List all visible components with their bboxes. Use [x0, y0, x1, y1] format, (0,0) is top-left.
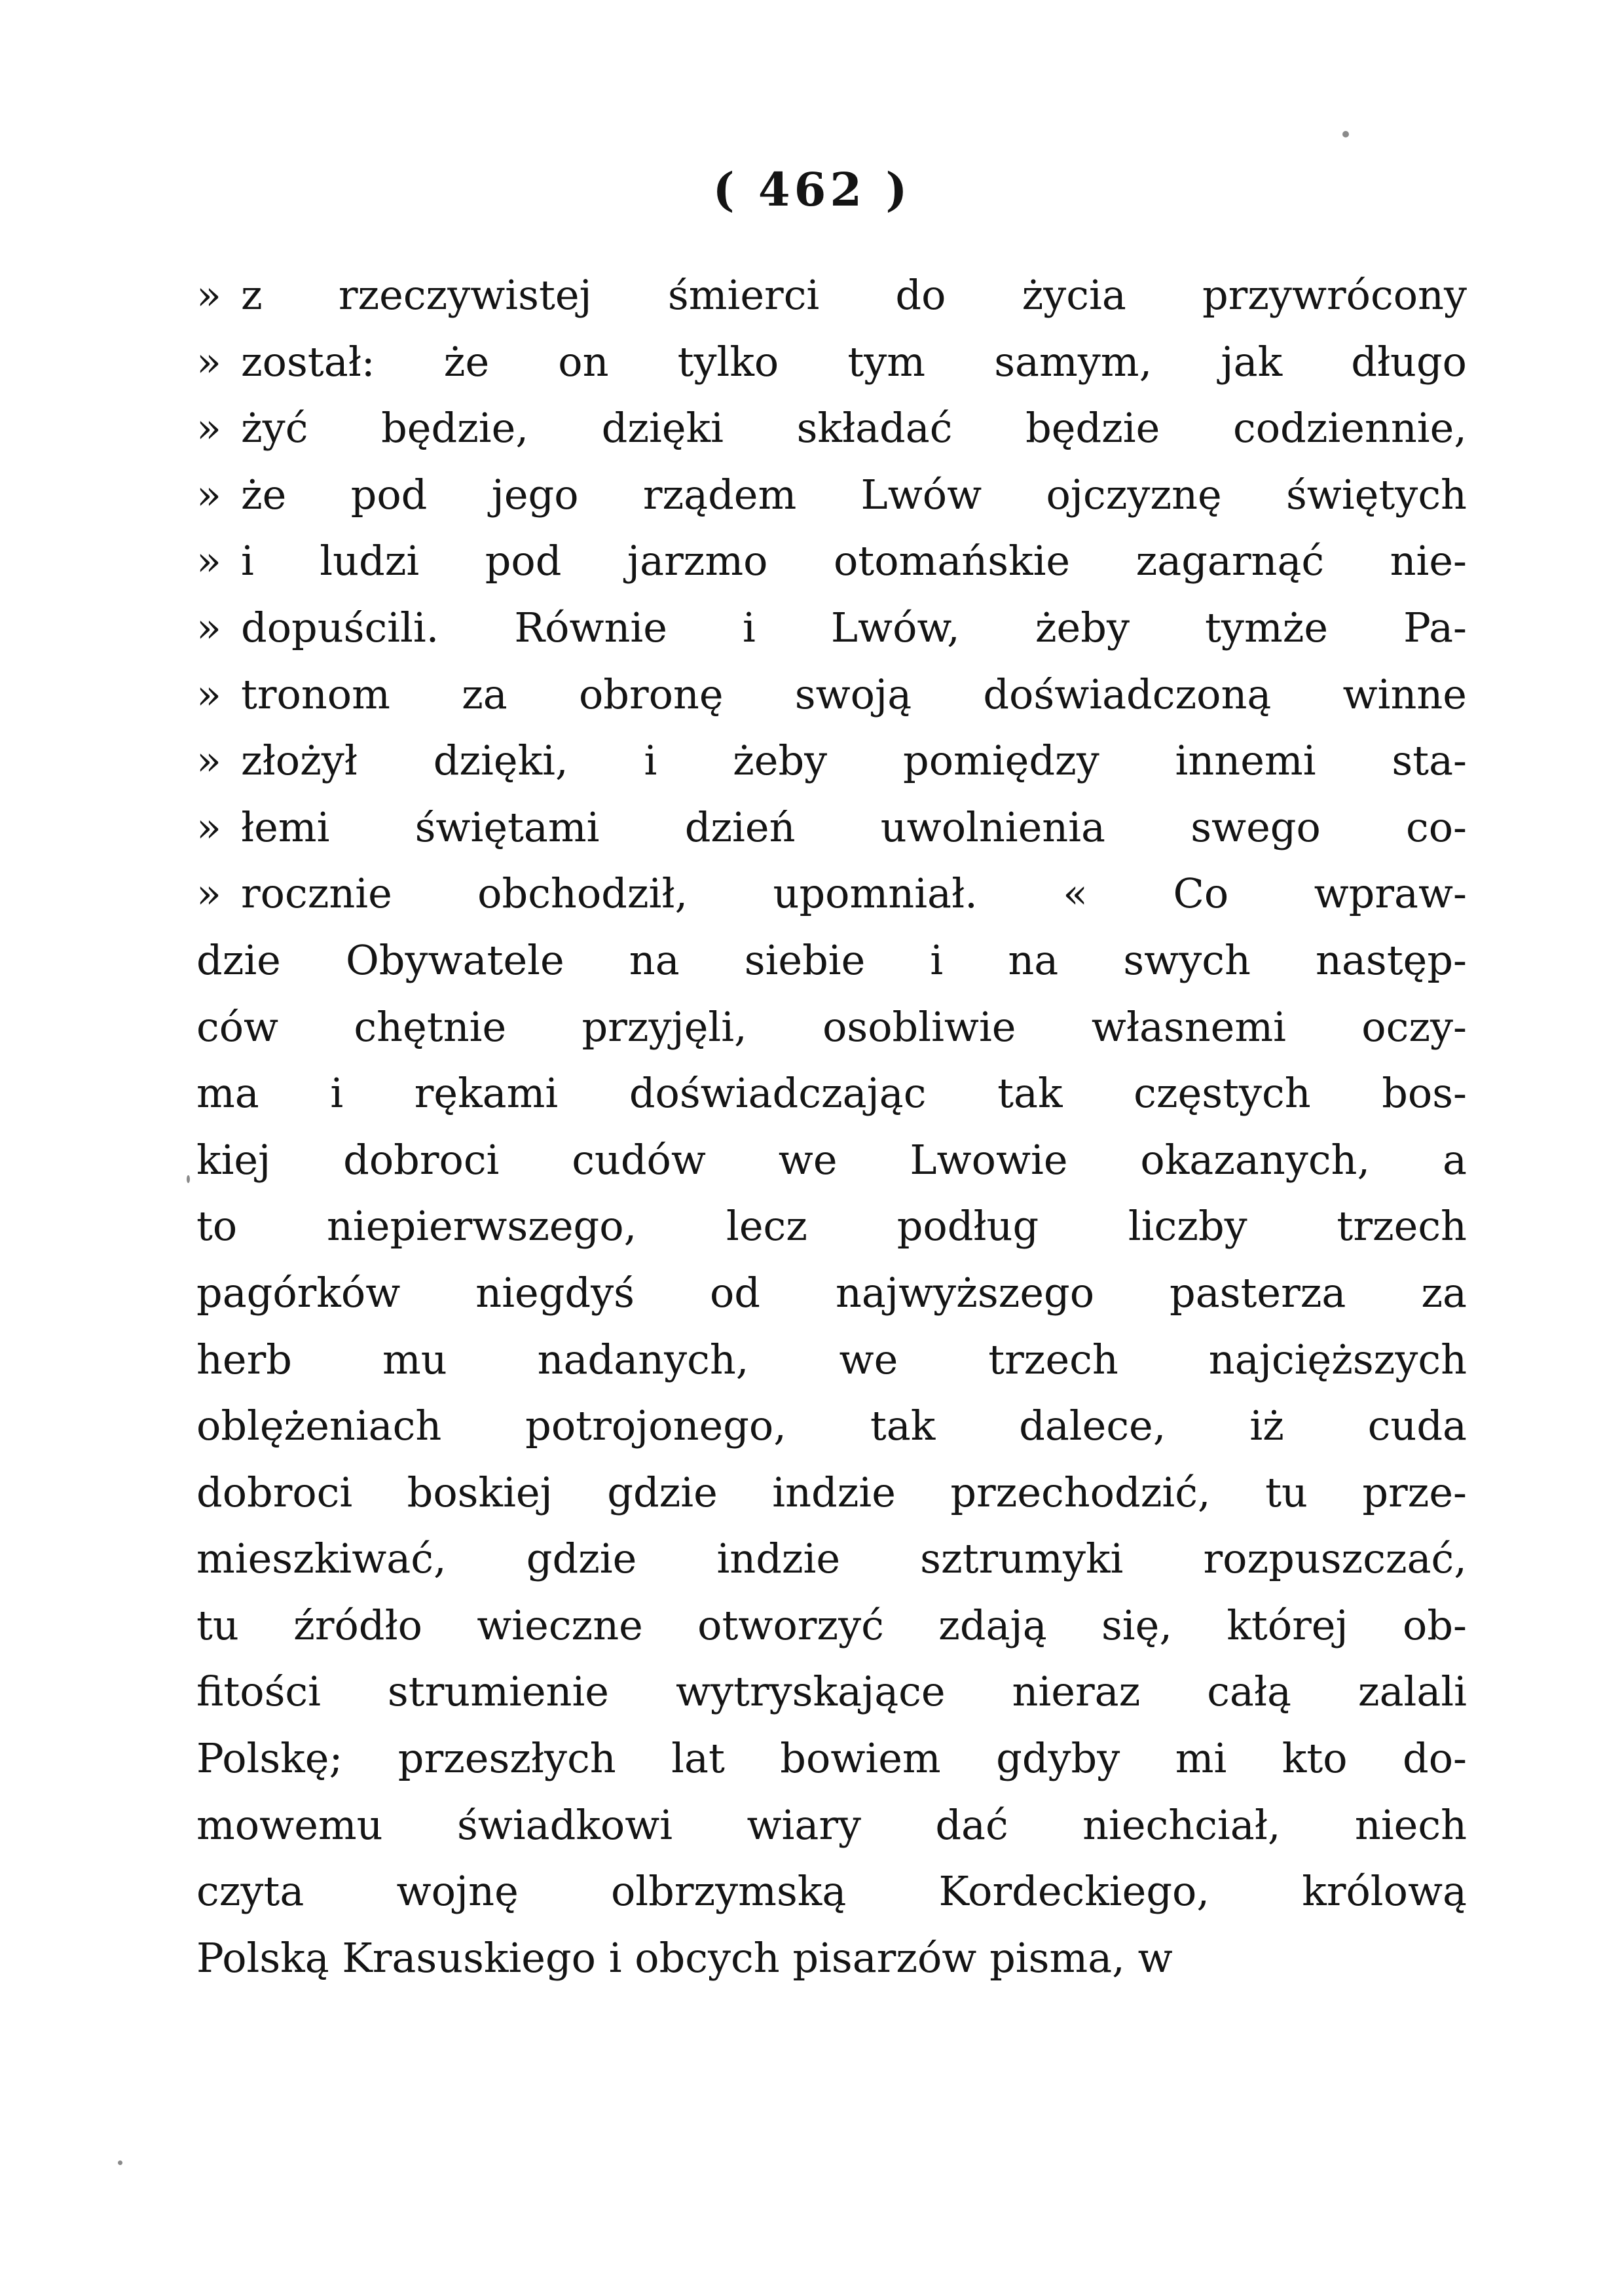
line-text: że pod jego rządem Lwów ojczyznę świętych: [241, 470, 1467, 519]
text-line-1: [196, 262, 1467, 329]
text-line-9: [196, 794, 1467, 861]
text-line-4: [196, 462, 1467, 528]
text-line-11: dzie Obywatele na siebie i na swych następ-: [196, 936, 1467, 984]
quote-mark: »: [196, 271, 221, 319]
paper-speck: [1342, 131, 1349, 137]
text-line-16: pagórków niegdyś od najwyższego pasterza za: [196, 1268, 1467, 1317]
line-text: łemi świętami dzień uwolnienia swego co-: [241, 803, 1467, 851]
text-line-10: [196, 860, 1467, 927]
text-line-17: herb mu nadanych, we trzech najcięższych: [196, 1335, 1467, 1383]
text-line-23: Polskę; przeszłych lat bowiem gdyby mi kto do-: [196, 1734, 1467, 1783]
quote-mark: »: [196, 869, 221, 918]
quote-mark: »: [196, 404, 221, 452]
text-line-12: ców chętnie przyjęli, osobliwie własnemi oczy-: [196, 1002, 1467, 1051]
quote-mark: »: [196, 603, 221, 651]
text-line-18: oblężeniach potrojonego, tak dalece, iż cuda: [196, 1402, 1467, 1450]
line-text: rocznie obchodził, upomniał. « Co wpraw-: [241, 869, 1467, 918]
text-line-13: ma i rękami doświadczając tak częstych bos-: [196, 1069, 1467, 1118]
paper-speck: [118, 2160, 122, 2165]
text-line-24: mowemu świadkowi wiary dać niechciał, niech: [196, 1800, 1467, 1849]
line-text: złożył dzięki, i żeby pomiędzy innemi sta-: [241, 737, 1467, 785]
text-line-26: Polską Krasuskiego i obcych pisarzów pisma, w: [196, 1933, 1173, 1982]
line-text: tronom za obronę swoją doświadczoną winne: [241, 670, 1467, 718]
line-text: żyć będzie, dzięki składać będzie codziennie,: [241, 404, 1467, 452]
text-line-20: mieszkiwać, gdzie indzie sztrumyki rozpuszczać,: [196, 1535, 1467, 1583]
text-line-7: [196, 661, 1467, 728]
page-number: ( 462 ): [712, 162, 912, 217]
paper-speck: [187, 1175, 190, 1183]
quote-mark: »: [196, 337, 221, 386]
line-text: i ludzi pod jarzmo otomańskie zagarnąć nie-: [241, 537, 1467, 585]
body-text: [196, 262, 1467, 1991]
text-line-6: [196, 594, 1467, 661]
text-line-14: kiej dobroci cudów we Lwowie okazanych, a: [196, 1135, 1467, 1184]
text-line-19: dobroci boskiej gdzie indzie przechodzić, tu prze-: [196, 1468, 1467, 1516]
text-line-25: czyta wojnę olbrzymską Kordeckiego, królową: [196, 1867, 1467, 1916]
text-line-3: [196, 395, 1467, 462]
quote-mark: »: [196, 803, 221, 851]
text-line-22: fitości strumienie wytryskające nieraz całą zalali: [196, 1667, 1467, 1716]
text-line-2: [196, 329, 1467, 395]
quote-mark: »: [196, 737, 221, 785]
quote-mark: »: [196, 470, 221, 519]
text-line-15: to niepierwszego, lecz podług liczby trzech: [196, 1202, 1467, 1250]
line-text: z rzeczywistej śmierci do życia przywrócony: [241, 271, 1467, 319]
text-line-21: tu źródło wieczne otworzyć zdają się, której ob-: [196, 1601, 1467, 1649]
quote-mark: »: [196, 537, 221, 585]
text-line-8: [196, 727, 1467, 794]
line-text: został: że on tylko tym samym, jak długo: [241, 337, 1467, 386]
line-text: dopuścili. Równie i Lwów, żeby tymże Pa-: [241, 603, 1467, 651]
quote-mark: »: [196, 670, 221, 718]
text-line-5: [196, 528, 1467, 594]
